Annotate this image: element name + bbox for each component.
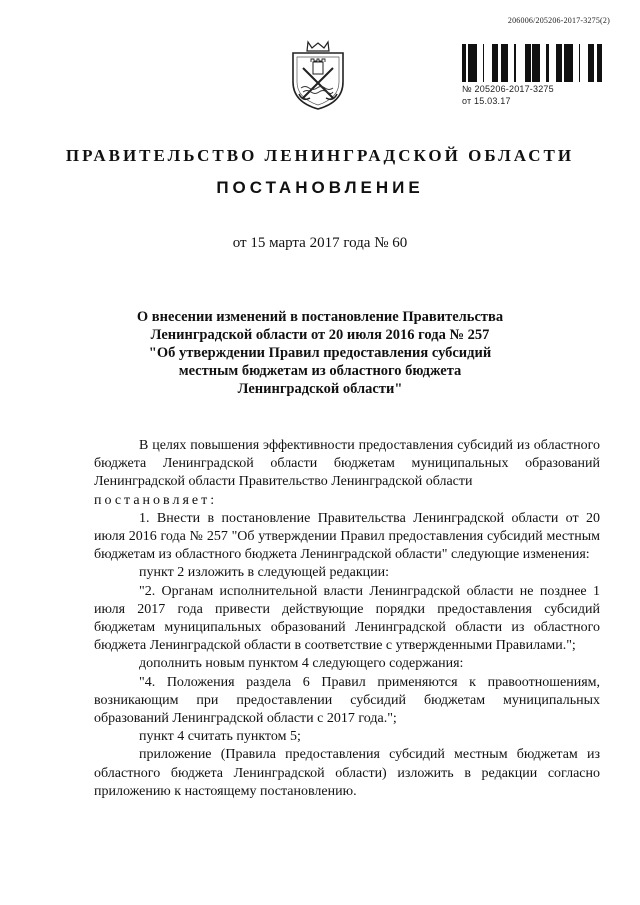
document-subject [90, 308, 550, 398]
government-title: ПРАВИТЕЛЬСТВО ЛЕНИНГРАДСКОЙ ОБЛАСТИ [65, 146, 575, 165]
body-paragraph: 1. Внести в постановление Правительства Ленинградской области от 20 июля 2016 года № 257 "Об утверждении Правил предоставления субсидий местным бюджетам из областного бюджета Ленинградской области" следующие изменения: [94, 510, 600, 563]
body-paragraph: пункт 4 считать пунктом 5; [139, 729, 301, 745]
subject-line: О внесении изменений в постановление Правительства [136, 309, 504, 325]
resolves-word: постановляет: [94, 492, 218, 508]
document-date: от 15 марта 2017 года № 60 [232, 235, 408, 251]
barcode-icon [462, 44, 602, 82]
subject-line: "Об утверждении Правил предоставления субсидий [148, 345, 492, 361]
body-paragraph: приложение (Правила предоставления субсидий местным бюджетам из областного бюджета Ленинградской области) изложить в редакции согласно приложению к настоящему постановлению. [94, 747, 600, 799]
document-id: 206006/205206-2017-3275(2) [507, 16, 610, 25]
registration-number: № 205206-2017-3275 [462, 84, 554, 94]
registration-date: от 15.03.17 [462, 96, 511, 106]
registration-block [462, 44, 602, 106]
coat-of-arms-icon [283, 38, 353, 112]
body-paragraph: В целях повышения эффективности предоставления субсидий из областного бюджета Ленинградской области бюджетам муниципальных образований Ленинградской области Правительство Ленинградской области [94, 438, 600, 490]
subject-line: Ленинградской области" [237, 381, 403, 397]
subject-line: местным бюджетам из областного бюджета [178, 363, 462, 379]
body-paragraph: дополнить новым пунктом 4 следующего содержания: [139, 656, 464, 672]
document-body [94, 437, 600, 801]
subject-line: Ленинградской области от 20 июля 2016 года № 257 [150, 327, 490, 343]
body-paragraph: "2. Органам исполнительной власти Ленинградской области не позднее 1 июля 2017 года привести действующие порядки предоставления субсидий бюджетам муниципальных образований Ленинградской области из областного бюджета Ленинградской области в соответствие с утвержденными Правилами."; [94, 583, 600, 654]
document-type: ПОСТАНОВЛЕНИЕ [216, 178, 424, 197]
body-paragraph: пункт 2 изложить в следующей редакции: [139, 565, 389, 581]
body-paragraph: "4. Положения раздела 6 Правил применяются к правоотношениям, возникающим при предоставлении субсидий бюджетам муниципальных образований Ленинградской области с 2017 года."; [94, 674, 600, 727]
